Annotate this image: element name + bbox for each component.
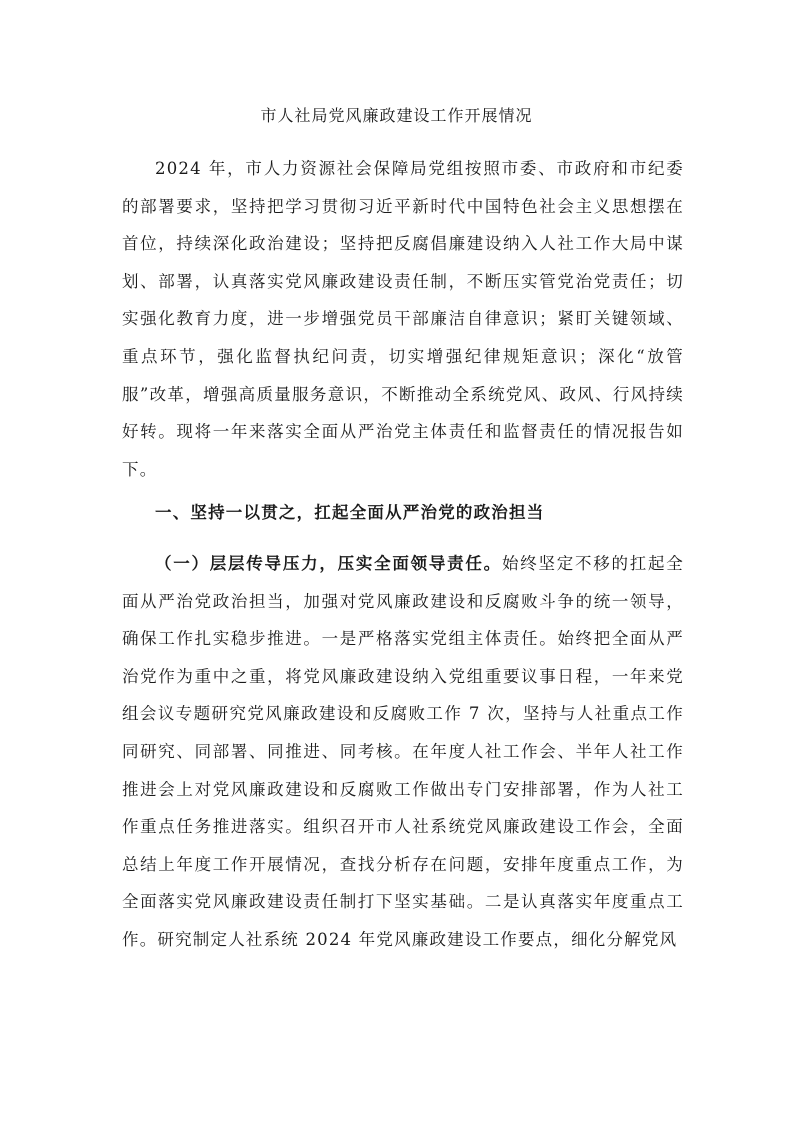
intro-paragraph: 2024 年，市人力资源社会保障局党组按照市委、市政府和市纪委的部署要求，坚持把学习贯彻习近平新时代中国特色社会主义思想摆在首位，持续深化政治建设；坚持把反腐倡廉建设纳入人社工作大局中谋划、部署，认真落实党风廉政建设责任制，不断压实管党治党责任；切实强化教育力度，进一步增强党员干部廉洁自律意识；紧盯关键领域、重点环节，强化监督执纪问责，切实增强纪律规矩意识；深化“放管服”改革，增强高质量服务意识，不断推动全系统党风、政风、行风持续好转。现将一年来落实全面从严治党主体责任和监督责任的情况报告如下。 xyxy=(122,159,684,479)
section-heading-1: 一、坚持一以贯之，扛起全面从严治党的政治担当 xyxy=(155,503,545,522)
subsection-paragraph-1 xyxy=(122,545,684,959)
subsection-heading-1: （一）层层传导压力，压实全面领导责任。 xyxy=(155,554,502,573)
subsection-body-1: 始终坚定不移的扛起全面从严治党政治担当，加强对党风廉政建设和反腐败斗争的统一领导，确保工作扎实稳步推进。一是严格落实党组主体责任。始终把全面从严治党作为重中之重，将党风廉政建设纳入党组重要议事日程，一年来党组会议专题研究党风廉政建设和反腐败工作 7 次，坚持与人社重点工作同研究、同部署、同推进、同考核。在年度人社工作会、半年人社工作推进会上对党风廉政建设和反腐败工作做出专门安排部署，作为人社工作重点任务推进落实。组织召开市人社系统党风廉政建设工作会，全面总结上年度工作开展情况，查找分析存在问题，安排年度重点工作，为全面落实党风廉政建设责任制打下坚实基础。二是认真落实年度重点工作。研究制定人社系统 2024 年党风廉政建设工作要点，细化分解党风 xyxy=(122,554,684,949)
document-title: 市人社局党风廉政建设工作开展情况 xyxy=(260,106,533,125)
